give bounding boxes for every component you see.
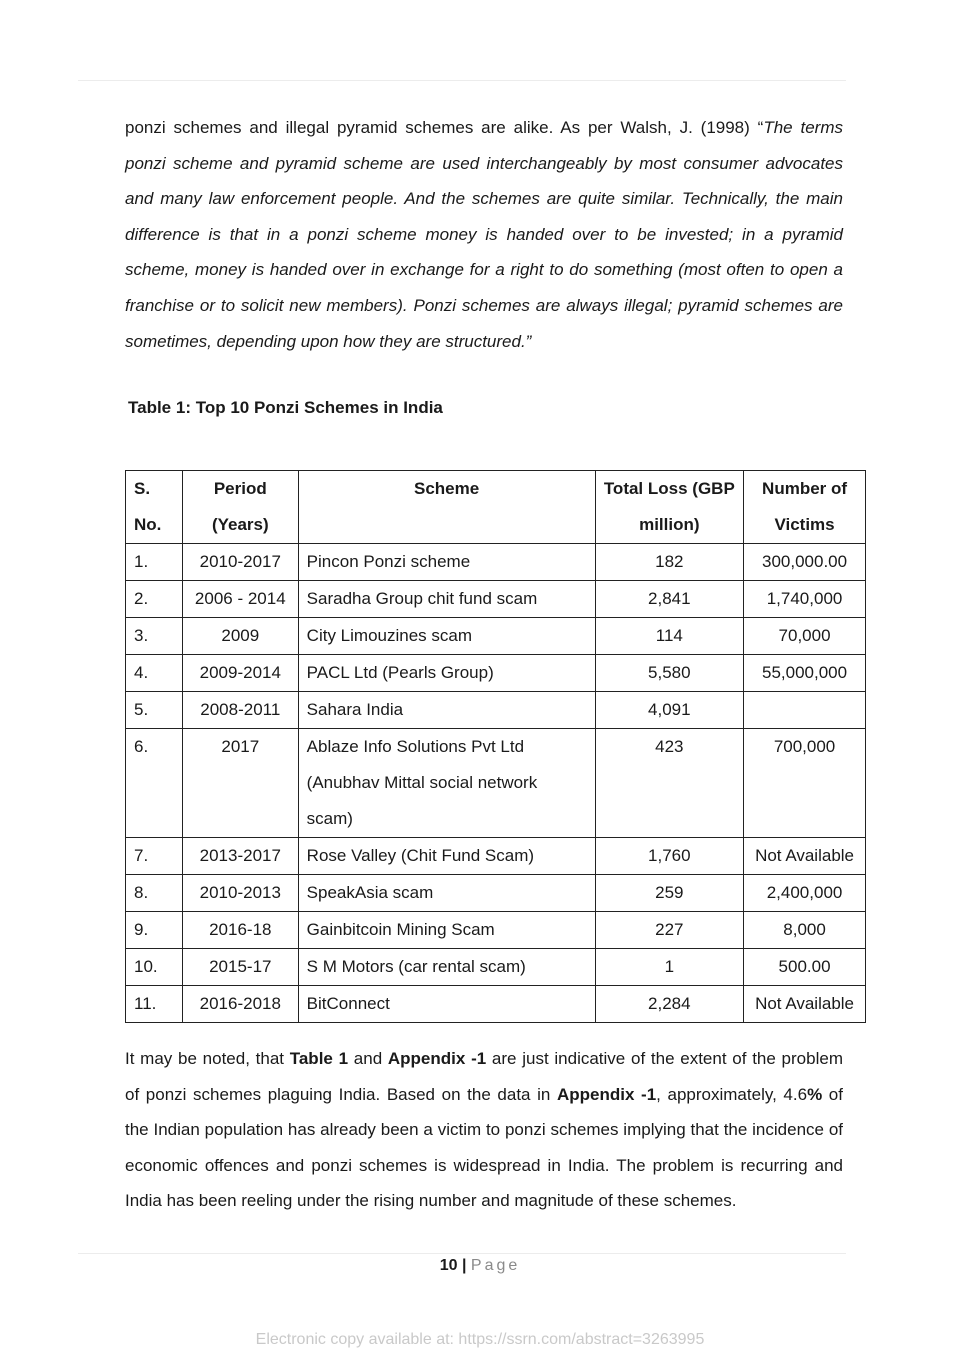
table-1-ref: Table 1 xyxy=(289,1049,349,1068)
cell-scheme: S M Motors (car rental scam) xyxy=(298,949,595,986)
cell-scheme: Gainbitcoin Mining Scam xyxy=(298,912,595,949)
cell-period: 2016-2018 xyxy=(182,986,298,1023)
cell-loss: 423 xyxy=(595,729,744,838)
intro-text: ponzi schemes and illegal pyramid schemes are alike. As per Walsh, J. (1998) “ xyxy=(125,118,764,137)
table-row xyxy=(126,986,866,1023)
cell-loss: 5,580 xyxy=(595,655,744,692)
page-number: 10 xyxy=(439,1257,458,1274)
table-header-row xyxy=(126,471,866,544)
cell-loss: 259 xyxy=(595,875,744,912)
body-text-4: , approximately, 4.6 xyxy=(656,1084,808,1104)
cell-period: 2006 - 2014 xyxy=(182,581,298,618)
ponzi-schemes-table xyxy=(125,470,866,1023)
cell-scheme: Saradha Group chit fund scam xyxy=(298,581,595,618)
cell-victims: Not Available xyxy=(744,838,866,875)
cell-scheme: Rose Valley (Chit Fund Scam) xyxy=(298,838,595,875)
cell-period: 2008-2011 xyxy=(182,692,298,729)
cell-sno: 9. xyxy=(126,912,183,949)
cell-sno: 3. xyxy=(126,618,183,655)
table-row xyxy=(126,544,866,581)
table-body xyxy=(126,544,866,1023)
header-rule xyxy=(78,80,846,81)
table-row xyxy=(126,655,866,692)
cell-sno: 11. xyxy=(126,986,183,1023)
cell-sno: 10. xyxy=(126,949,183,986)
page-separator: | xyxy=(461,1257,467,1274)
table-row xyxy=(126,618,866,655)
cell-scheme: SpeakAsia scam xyxy=(298,875,595,912)
cell-scheme: City Limouzines scam xyxy=(298,618,595,655)
table-row xyxy=(126,581,866,618)
cell-victims: 8,000 xyxy=(744,912,866,949)
body-text-5: of the Indian population has already been a victim to ponzi schemes implying that the incidence of economic offences and ponzi schemes is widespread in India. The problem is recurring and India has been reeling under the rising number and magnitude of these schemes. xyxy=(125,1084,843,1211)
cell-victims: 2,400,000 xyxy=(744,875,866,912)
page-footer xyxy=(0,1257,960,1275)
intro-paragraph xyxy=(125,110,843,359)
table-row xyxy=(126,692,866,729)
header-period: Period (Years) xyxy=(182,471,298,544)
table-row xyxy=(126,875,866,912)
cell-loss: 1 xyxy=(595,949,744,986)
cell-loss: 227 xyxy=(595,912,744,949)
table-row xyxy=(126,729,866,838)
cell-period: 2009 xyxy=(182,618,298,655)
ssrn-notice: Electronic copy available at: https://ssrn.com/abstract=3263995 xyxy=(255,1331,705,1348)
body-text-2: and xyxy=(348,1049,388,1068)
body-text-1: It may be noted, that xyxy=(125,1049,290,1068)
cell-sno: 5. xyxy=(126,692,183,729)
page-label: Page xyxy=(470,1257,521,1274)
cell-scheme: BitConnect xyxy=(298,986,595,1023)
cell-sno: 4. xyxy=(126,655,183,692)
header-sno: S. No. xyxy=(126,471,183,544)
cell-scheme: Pincon Ponzi scheme xyxy=(298,544,595,581)
cell-period: 2010-2017 xyxy=(182,544,298,581)
cell-victims: 1,740,000 xyxy=(744,581,866,618)
table-row xyxy=(126,949,866,986)
cell-loss: 2,284 xyxy=(595,986,744,1023)
cell-sno: 6. xyxy=(126,729,183,838)
cell-sno: 7. xyxy=(126,838,183,875)
cell-victims: 300,000.00 xyxy=(744,544,866,581)
cell-sno: 1. xyxy=(126,544,183,581)
cell-period: 2010-2013 xyxy=(182,875,298,912)
cell-loss: 1,760 xyxy=(595,838,744,875)
appendix-1-ref: Appendix -1 xyxy=(387,1049,487,1068)
cell-victims xyxy=(744,692,866,729)
cell-period: 2017 xyxy=(182,729,298,838)
body-text-3: are just indicative of the extent of the problem of ponzi schemes plaguing India. Based on the data in xyxy=(125,1049,843,1104)
table-row xyxy=(126,838,866,875)
cell-victims: Not Available xyxy=(744,986,866,1023)
cell-sno: 8. xyxy=(126,875,183,912)
header-scheme: Scheme xyxy=(298,471,595,544)
cell-victims: 500.00 xyxy=(744,949,866,986)
walsh-quote: The terms ponzi scheme and pyramid scheme are used interchangeably by most consumer advocates and many law enforcement people. And the schemes are quite similar. Technically, the main difference is that in a ponzi scheme money is handed over to be invested; in a pyramid scheme, money is handed over in exchange for a right to do something (most often to open a franchise or to solicit new members). Ponzi schemes are always illegal; pyramid schemes are sometimes, depending upon how they are structured.” xyxy=(125,118,843,351)
cell-period: 2009-2014 xyxy=(182,655,298,692)
cell-scheme: PACL Ltd (Pearls Group) xyxy=(298,655,595,692)
header-victims: Number of Victims xyxy=(744,471,866,544)
cell-loss: 114 xyxy=(595,618,744,655)
table-caption: Table 1: Top 10 Ponzi Schemes in India xyxy=(128,398,443,417)
cell-victims: 70,000 xyxy=(744,618,866,655)
cell-scheme: Ablaze Info Solutions Pvt Ltd (Anubhav Mittal social network scam) xyxy=(298,729,595,838)
cell-period: 2013-2017 xyxy=(182,838,298,875)
cell-loss: 182 xyxy=(595,544,744,581)
percent-sign: % xyxy=(807,1084,823,1104)
header-total-loss: Total Loss (GBP million) xyxy=(595,471,744,544)
cell-period: 2016-18 xyxy=(182,912,298,949)
body-paragraph xyxy=(125,1041,843,1219)
footer-rule xyxy=(78,1253,846,1254)
cell-victims: 700,000 xyxy=(744,729,866,838)
cell-sno: 2. xyxy=(126,581,183,618)
cell-victims: 55,000,000 xyxy=(744,655,866,692)
cell-loss: 2,841 xyxy=(595,581,744,618)
cell-loss: 4,091 xyxy=(595,692,744,729)
appendix-1-ref-2: Appendix -1 xyxy=(556,1084,657,1104)
table-row xyxy=(126,912,866,949)
cell-scheme: Sahara India xyxy=(298,692,595,729)
cell-period: 2015-17 xyxy=(182,949,298,986)
